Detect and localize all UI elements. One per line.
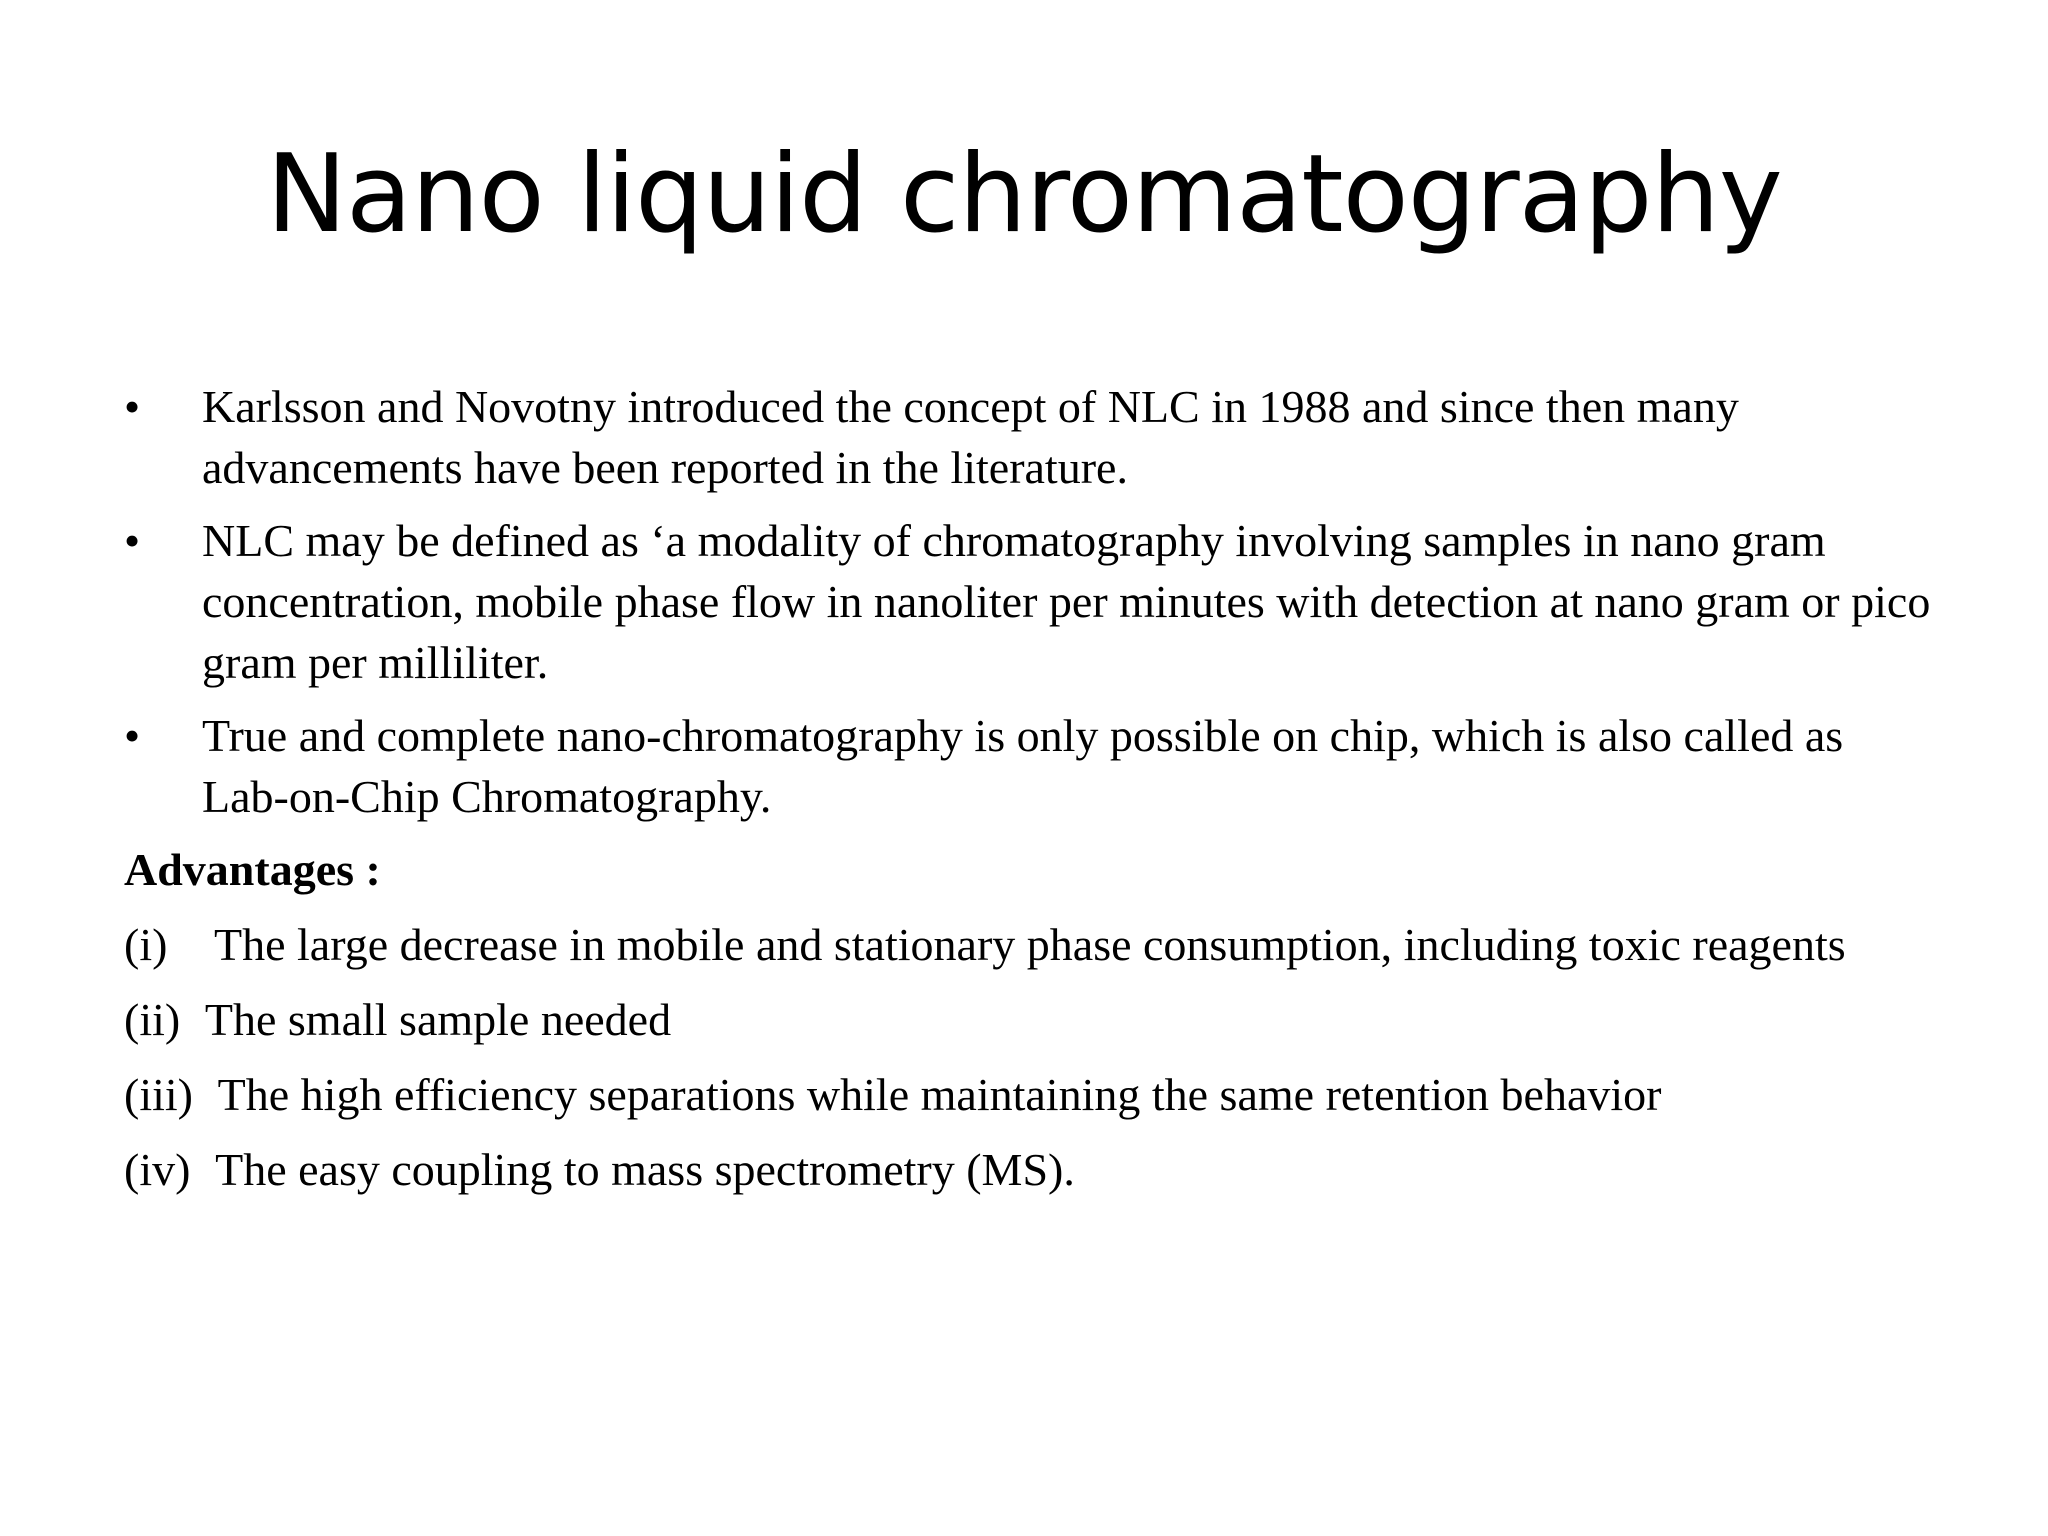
advantage-item xyxy=(124,1139,1934,1200)
slide-title: Nano liquid chromatography xyxy=(266,132,1782,257)
advantage-item xyxy=(124,989,1934,1050)
advantage-number: (i) xyxy=(124,919,168,970)
bullet-item xyxy=(124,376,1934,498)
bullet-marker: • xyxy=(124,381,141,432)
advantage-text: The large decrease in mobile and stationary phase consumption, including toxic reagents xyxy=(214,919,1846,970)
bullet-item xyxy=(124,705,1934,827)
bullet-marker: • xyxy=(124,710,141,761)
advantages-list xyxy=(124,914,1934,1200)
bullet-text: NLC may be defined as ‘a modality of chromatography involving samples in nano gram concentration, mobile phase flow in nanoliter per minutes with detection at nano gram or pico gram per milliliter. xyxy=(202,515,1931,688)
advantages-heading: Advantages : xyxy=(124,844,381,895)
advantage-item xyxy=(124,914,1934,975)
bullet-marker: • xyxy=(124,515,141,566)
advantage-text: The high efficiency separations while maintaining the same retention behavior xyxy=(217,1069,1662,1120)
advantage-text: The small sample needed xyxy=(204,994,672,1045)
bullet-text: Karlsson and Novotny introduced the concept of NLC in 1988 and since then many advancements have been reported in the literature. xyxy=(202,381,1739,493)
advantage-text: The easy coupling to mass spectrometry (MS). xyxy=(215,1144,1075,1195)
bullet-text: True and complete nano-chromatography is only possible on chip, which is also called as Lab-on-Chip Chromatography. xyxy=(202,710,1844,822)
advantage-number: (iv) xyxy=(124,1144,191,1195)
bullet-list xyxy=(124,376,1934,827)
advantage-number: (iii) xyxy=(124,1069,193,1120)
slide-body xyxy=(124,376,1934,1214)
advantage-number: (ii) xyxy=(124,994,181,1045)
bullet-item xyxy=(124,510,1934,693)
advantage-item xyxy=(124,1064,1934,1125)
